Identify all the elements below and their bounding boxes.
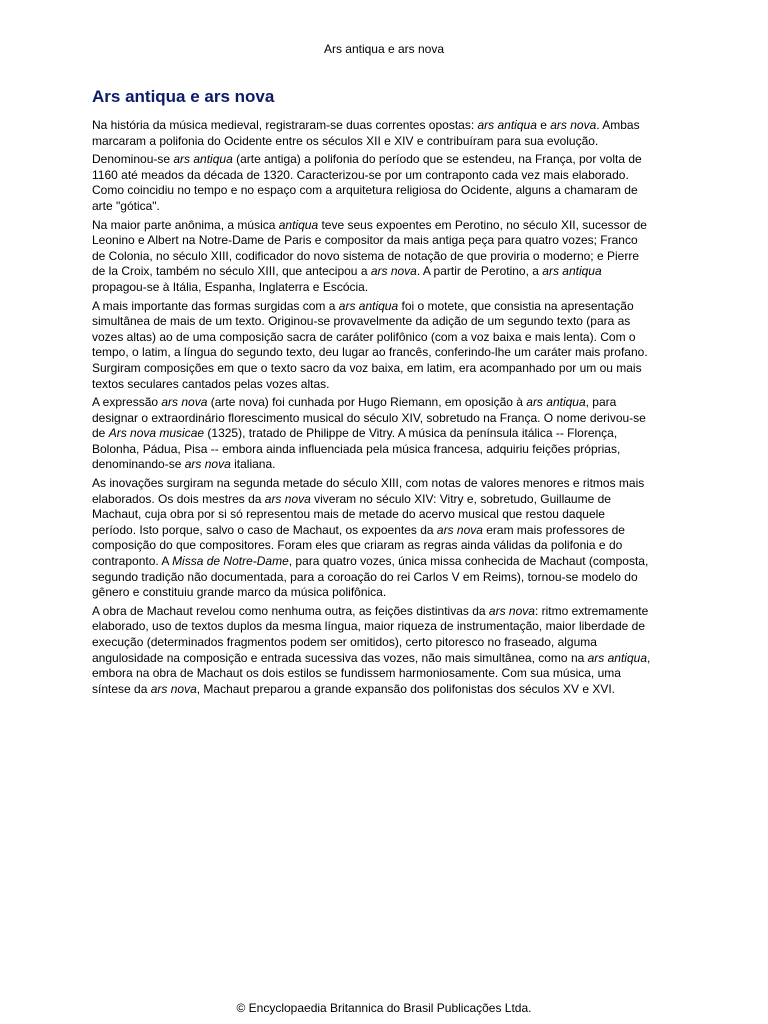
- italic-term: ars nova: [264, 491, 311, 506]
- paragraph: [92, 118, 652, 149]
- paragraph: [92, 476, 652, 601]
- italic-term: ars antiqua: [477, 118, 537, 132]
- italic-term: ars antiqua: [338, 298, 399, 313]
- text-run: A mais importante das formas surgidas com a: [92, 298, 339, 313]
- text-run: . A partir de Perotino, a: [416, 264, 543, 279]
- text-run: Na história da música medieval, registraram-se duas correntes opostas:: [92, 118, 478, 132]
- paragraph: [92, 604, 652, 698]
- italic-term: Ars nova musicae: [108, 426, 205, 441]
- italic-term: ars antiqua: [526, 395, 586, 410]
- italic-term: ars nova: [370, 264, 417, 279]
- text-run: Na maior parte anônima, a música: [92, 217, 279, 232]
- italic-term: ars nova: [488, 603, 535, 618]
- italic-term: antiqua: [278, 217, 319, 232]
- paragraph: [92, 395, 652, 473]
- text-run: propagou-se à Itália, Espanha, Inglaterra e Escócia.: [92, 279, 369, 294]
- paragraph: [92, 218, 652, 296]
- paragraph: [92, 152, 652, 214]
- text-run: As inovações surgiram na segunda metade do século XIII, com notas de valores menores e ritmos mais elaborados. Os dois mestres da: [92, 476, 645, 506]
- italic-term: ars antiqua: [173, 152, 233, 167]
- text-run: Denominou-se: [92, 152, 174, 167]
- italic-term: ars nova: [550, 118, 597, 132]
- italic-term: ars nova: [161, 395, 208, 410]
- text-run: , para quatro vozes, única missa conhecida de Machaut (composta, segundo tradição não documentada, para a coroação do rei Carlos V em Reims), tornou-se modelo do gênero e constituiu grande marco da música polifônica.: [92, 554, 649, 600]
- copyright-footer: © Encyclopaedia Britannica do Brasil Publicações Ltda.: [236, 1001, 532, 1015]
- paragraph-list: [92, 118, 652, 697]
- italic-term: ars nova: [184, 457, 231, 472]
- paragraph: [92, 299, 652, 393]
- italic-term: ars antiqua: [587, 650, 647, 665]
- text-run: , Machaut preparou a grande expansão dos polifonistas dos séculos XV e XVI.: [196, 681, 616, 696]
- article-body: [92, 86, 652, 700]
- text-run: , embora na obra de Machaut os dois estilos se fundissem harmoniosamente. Com sua música, uma síntese da: [92, 650, 651, 696]
- text-run: viveram no século XIV: Vitry e, sobretudo, Guillaume de Machaut, cuja obra por si só representou mais de metade do acervo musical que restou daquele período. Isto porque, salvo o caso de Machaut, os expoentes da: [92, 491, 611, 537]
- text-run: : ritmo extremamente elaborado, uso de textos duplos da mesma língua, maior riqueza de instrumentação, maior liberdade de execução (determinados fragmentos podem ser omitidos), certo pitoresco no fraseado, alguma angulosidade na composição e entrada sucessiva das vozes, não mais simultânea, como na: [92, 603, 649, 665]
- italic-term: ars nova: [436, 522, 483, 537]
- text-run: (arte antiga) a polifonia do período que se estendeu, na França, por volta de 1160 até meados da década de 1320. Caracterizou-se por um contraponto cada vez mais elaborado. Como coincidiu no tempo e no espaço com a arquitetura religiosa do Ocidente, alguns a chamaram de arte "gótica".: [92, 152, 642, 213]
- text-run: . Ambas marcaram a polifonia do Ocidente entre os séculos XII e XIV e contribuíram para sua evolução.: [92, 118, 640, 148]
- text-run: teve seus expoentes em Perotino, no século XII, sucessor de Leonino e Albert na Notre-Dame de Paris e compositor da mais antiga peça para quatro vozes; Franco de Colonia, no século XIII, codificador do novo sistema de notação de que proviria o moderno; e Pierre de la Croix, também no século XIII, que antecipou a: [92, 217, 647, 279]
- running-header: Ars antiqua e ars nova: [323, 42, 445, 56]
- text-run: eram mais professores de composição do que compositores. Foram eles que criaram as regras ainda válidas da polifonia e do contraponto. A: [92, 522, 625, 569]
- text-run: , para designar o extraordinário florescimento musical do século XIV, sobretudo na França. O nome derivou-se de: [92, 395, 646, 441]
- text-run: A obra de Machaut revelou como nenhuma outra, as feições distintivas da: [92, 603, 489, 618]
- italic-term: ars nova: [150, 681, 197, 696]
- text-run: foi o motete, que consistia na apresentação simultânea de mais de um texto. Originou-se provavelmente da adição de um segundo texto (para as vozes altas) ao de uma composição sacra de caráter polifônico (com a voz baixa e mais lenta). Com o tempo, o latim, a língua do segundo texto, deu lugar ao francês, conferindo-lhe um caráter mais profano. Surgiram composições em que o texto sacro da voz baixa, em latim, era acompanhado por um ou mais textos seculares cantados pelas vozes altas.: [92, 298, 648, 391]
- text-run: (arte nova) foi cunhada por Hugo Riemann, em oposição à: [207, 395, 527, 410]
- italic-term: ars antiqua: [542, 264, 602, 279]
- text-run: e: [536, 118, 551, 132]
- text-run: A expressão: [92, 395, 162, 410]
- text-run: italiana.: [230, 457, 276, 472]
- italic-term: Missa de Notre-Dame: [172, 554, 289, 569]
- text-run: (1325), tratado de Philippe de Vitry. A música da península itálica -- Florença, Bolonha, Pádua, Pisa -- embora ainda influenciada pela música francesa, adquiriu feições próprias, denominando-se: [92, 426, 621, 472]
- article-title: Ars antiqua e ars nova: [92, 87, 275, 106]
